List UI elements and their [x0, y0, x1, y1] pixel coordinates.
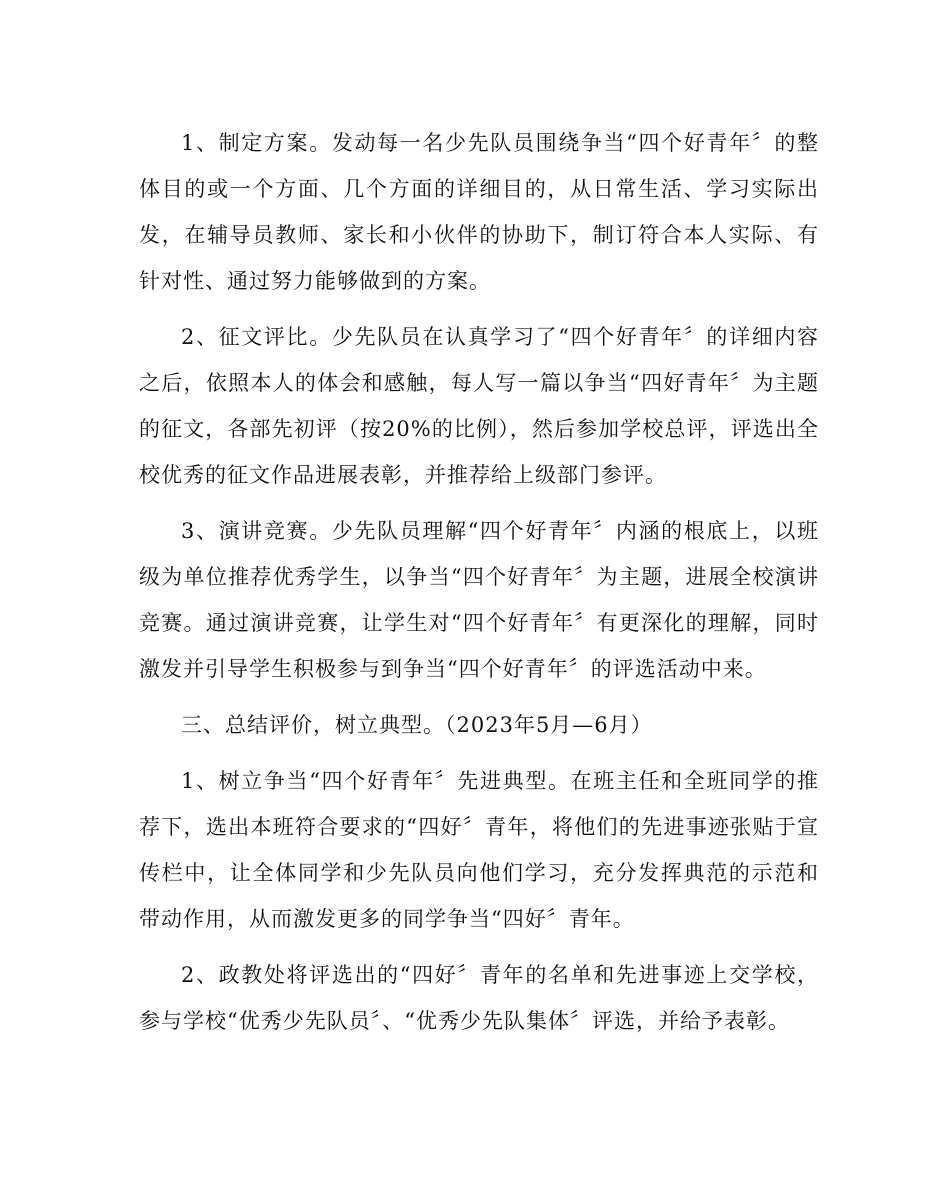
paragraph-essay-contest: 2、征文评比。少先队员在认真学习了“四个好青年〞的详细内容之后，依照本人的体会和感触，每人写一篇以争当“四好青年〞为主题的征文，各部先初评（按20%的比例），然后参加学校总评，评选出全校优秀的征文作品进展表彰，并推荐给上级部门参评。: [139, 325, 819, 487]
paragraph-role-models: 1、树立争当“四个好青年〞先进典型。在班主任和全班同学的推荐下，选出本班符合要求的“四好〞青年，将他们的先进事迹张贴于宣传栏中，让全体同学和少先队员向他们学习，充分发挥典范的示范和带动作用，从而激发更多的同学争当“四好〞青年。: [139, 769, 819, 931]
paragraph-submission: 2、政教处将评选出的“四好〞青年的名单和先进事迹上交学校，参与学校“优秀少先队员〞、“优秀少先队集体〞评选，并给予表彰。: [139, 963, 819, 1033]
document-body: [139, 120, 819, 1054]
paragraph-plan: 1、制定方案。发动每一名少先队员围绕争当“四个好青年〞的整体目的或一个方面、几个方面的详细目的，从日常生活、学习实际出发，在辅导员教师、家长和小伙伴的协助下，制订符合本人实际、有针对性、通过努力能够做到的方案。: [139, 131, 819, 293]
paragraph-speech-contest: 3、演讲竞赛。少先队员理解“四个好青年〞内涵的根底上，以班级为单位推荐优秀学生，以争当“四个好青年〞为主题，进展全校演讲竞赛。通过演讲竞赛，让学生对“四个好青年〞有更深化的理解，同时激发并引导学生积极参与到争当“四个好青年〞的评选活动中来。: [139, 519, 819, 681]
section-heading-summary: 三、总结评价，树立典型。（2023年5月—6月）: [181, 713, 653, 737]
